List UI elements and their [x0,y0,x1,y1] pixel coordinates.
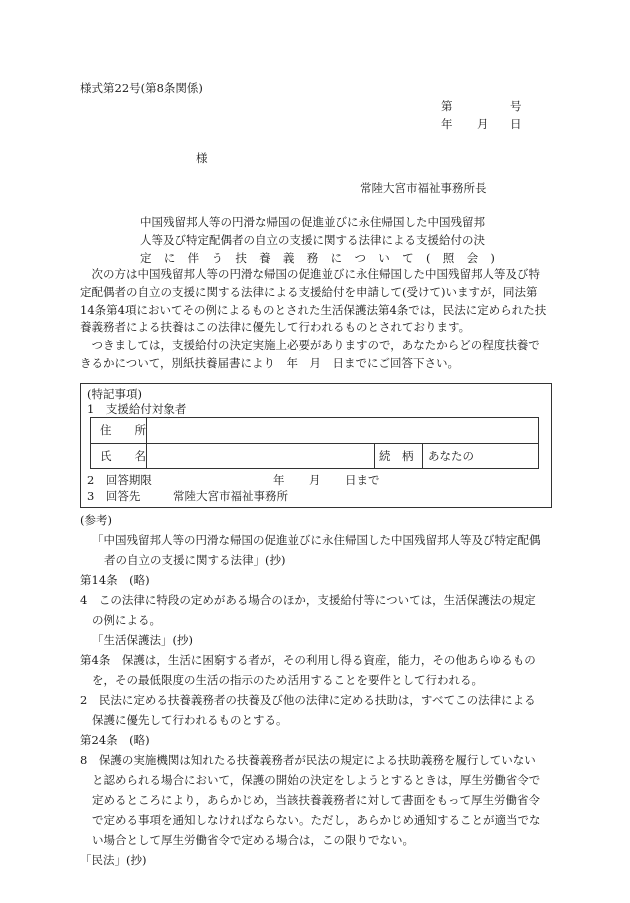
notes-heading: (特記事項) [87,387,142,401]
title-char: 義 [282,250,295,265]
title-char: 照 [442,250,455,265]
reference-line: 「生活保護法」(抄) [92,633,193,647]
table-divider [146,418,147,468]
title-char: い [378,250,390,265]
title-char: ( [425,250,431,265]
title-char: に [330,250,343,265]
title-char: 扶 [235,250,247,265]
title-char: ) [490,250,495,265]
notes-item-3-value: 常陸大宮市福祉事務所 [173,489,288,503]
table-divider [422,444,423,468]
reference-line: (参考) [80,513,112,527]
relation-label: 続 柄 [379,449,414,463]
deadline-until: 日まで [345,473,380,487]
date-day: 日 [510,117,522,131]
title-char: に [163,250,176,265]
reference-line: を，その最低限度の生活の指示のため活用することを要件として行われる。 [92,673,483,687]
document-title [140,214,500,267]
reference-line: 「民法」(抄) [80,853,147,867]
title-char: 伴 [187,250,200,265]
reference-line: い場合として厚生労働省令で定める場合は，この限りでない。 [92,833,414,847]
reference-line: で定める事項を通知しなければならない。ただし，あらかじめ通知することが適当でな [92,813,541,827]
recipient-table [90,417,539,469]
notes-item-2-label: 2 回答期限 [87,473,152,487]
reference-line: 定めるところにより，あらかじめ，当該扶養義務者に対して書面をもって厚生労働省令 [92,793,541,807]
title-char: う [211,250,223,265]
reference-line: 第24条 (略) [80,733,150,747]
addressee: 様 [196,151,208,165]
reference-line: 「中国残留邦人等の円滑な帰国の促進並びに永住帰国した中国残留邦人等及び特定配偶 [92,533,541,547]
title-line-1: 中国残留邦人等の円滑な帰国の促進並びに永住帰国した中国残留邦 [140,215,485,229]
address-label: 住 所 [100,423,146,437]
reference-line: 2 民法に定める扶養義務者の扶養及び他の法律に定める扶助は，すべてこの法律による [80,693,536,707]
sender: 常陸大宮市福祉事務所長 [360,181,487,195]
special-notes-box [80,383,552,508]
relation-value: あなたの [428,449,474,463]
form-number: 様式第22号(第8条関係) [80,81,203,95]
reference-line: の例による。 [92,613,161,627]
date-month: 月 [477,117,489,131]
title-char: 会 [466,250,479,265]
notes-item-3-label: 3 回答先 [87,489,141,503]
title-line-2: 人等及び特定配偶者の自立の支援に関する法律による支援給付の決 [140,232,485,247]
body-paragraph-2: つきましては，支援給付の決定実施上必要がありますので，あなたからどの程度扶養できるかについて，別紙扶養届書により 年 月 日までにご回答下さい。 [80,338,540,371]
title-char: 養 [259,250,271,265]
title-char: て [402,250,414,265]
reference-section [80,510,550,870]
table-divider [91,443,538,444]
notes-item-1: 1 支援給付対象者 [87,402,187,416]
body-paragraph-1: 次の方は中国残留邦人等の円滑な帰国の促進並びに永住帰国した中国残留邦人等及び特定配偶者の自立の支援に関する法律による支援給付を申請して(受けて)いますが，同法第14条第4項においてその例によるものとされた生活保護法第4条では，民法に定められた扶養義務者による扶養はこの法律に優先して行われるものとされております。 [80,267,547,335]
ref-number-label: 第 [441,99,453,113]
title-char: 務 [306,250,319,265]
title-char: つ [354,250,366,265]
table-divider [374,444,375,468]
title-line-3 [140,250,495,268]
title-char: 定 [140,250,152,265]
reference-line: と認められる場合において，保護の開始の決定をしようとするときは，厚生労働省令で [92,773,541,787]
body-text [80,266,550,373]
deadline-year: 年 [273,473,285,487]
reference-line: 保護に優先して行われるものとする。 [92,713,288,727]
name-label: 氏 名 [100,449,146,463]
reference-line: 4 この法律に特段の定めがある場合のほか，支援給付等については，生活保護法の規定 [80,593,536,607]
ref-number-suffix: 号 [510,99,522,113]
reference-line: 第14条 (略) [80,573,150,587]
reference-line: 者の自立の支援に関する法律」(抄) [104,553,286,567]
reference-line: 8 保護の実施機関は知れたる扶養義務者が民法の規定による扶助義務を履行していない [80,753,536,767]
deadline-month: 月 [309,473,321,487]
date-year: 年 [441,117,453,131]
reference-line: 第4条 保護は，生活に困窮する者が，その利用し得る資産，能力，その他あらゆるもの [80,653,536,667]
